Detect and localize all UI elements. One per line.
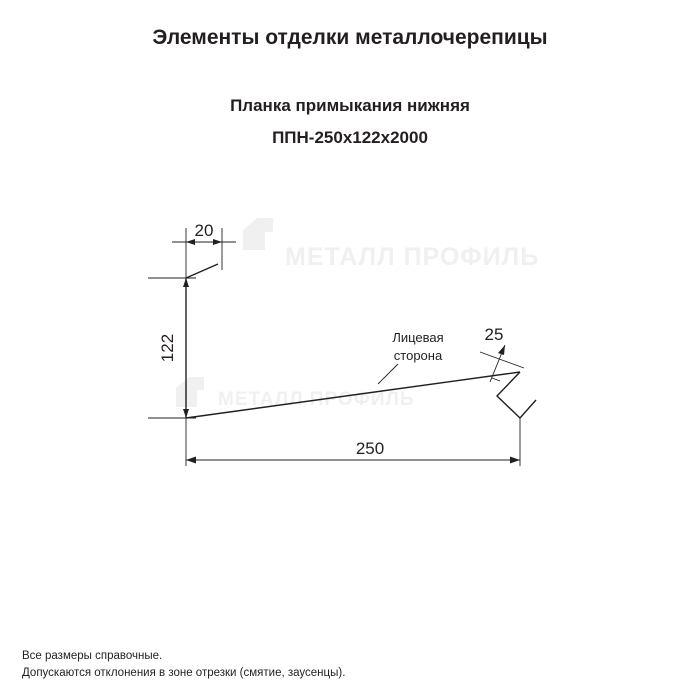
watermark-logo-icon [176, 377, 204, 407]
dimension-horizontal [186, 418, 520, 466]
watermark-text: МЕТАЛЛ ПРОФИЛЬ [285, 243, 540, 271]
watermark-group [176, 218, 539, 410]
profile-end-hook [497, 372, 536, 418]
extension-line [492, 378, 500, 381]
dimension-label-25: 25 [484, 325, 504, 344]
face-side-annotation [378, 330, 444, 384]
arrow-head [510, 457, 520, 464]
arrow-head [183, 409, 189, 418]
title-block [0, 24, 700, 150]
arrow-head [186, 457, 196, 464]
page-title: Элементы отделки металлочерепицы [152, 26, 548, 49]
face-label-line2: сторона [393, 348, 443, 363]
watermark-text: МЕТАЛЛ ПРОФИЛЬ [218, 389, 415, 410]
footer-line-1: Все размеры справочные. [22, 650, 163, 662]
dimension-label-250: 250 [355, 439, 385, 458]
profile-top-flange [186, 264, 218, 278]
watermark-logo-icon [243, 218, 273, 250]
extension-line [480, 352, 524, 368]
face-label-line1: Лицевая [392, 330, 444, 345]
dimension-label-20: 20 [194, 221, 214, 240]
product-name: Планка примыкания нижняя [230, 96, 470, 115]
footer-notes [22, 648, 682, 682]
arrow-head [498, 345, 505, 355]
arrow-head [213, 239, 222, 245]
technical-drawing [0, 170, 700, 530]
footer-line-2: Допускаются отклонения в зоне отрезки (смятие, заусенцы). [22, 667, 346, 679]
leader-line [378, 364, 398, 384]
product-code: ППН-250х122х2000 [272, 128, 428, 147]
dimension-label-122: 122 [158, 333, 177, 363]
arrow-head [183, 278, 189, 287]
